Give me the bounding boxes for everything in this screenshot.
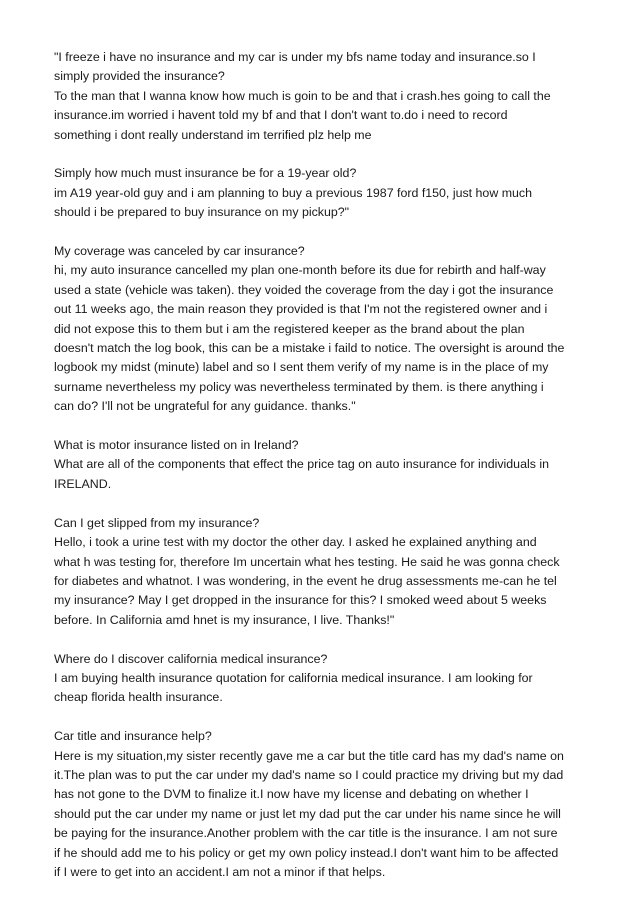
text-line: What are all of the components that effect the price tag on auto insurance for individuals in xyxy=(54,457,550,472)
text-line: before. In California amd hnet is my insurance, I live. Thanks!" xyxy=(54,612,395,627)
text-line: logbook my midst (minute) label and so I sent them verify of my name is in the place of my xyxy=(54,360,549,375)
text-line: hi, my auto insurance cancelled my plan one-month before its due for rebirth and half-way xyxy=(54,263,546,278)
text-line: be paying for the insurance.Another problem with the car title is the insurance. I am not sure xyxy=(54,826,558,841)
text-line: what h was testing for, therefore Im uncertain what hes testing. He said he was gonna check xyxy=(54,554,560,569)
text-line: my insurance? May I get dropped in the insurance for this? I smoked weed about 5 weeks xyxy=(54,593,547,608)
text-line: simply provided the insurance? xyxy=(54,69,225,84)
text-line: for diabetes and whatnot. I was wondering, in the event he drug assessments me-can he tel xyxy=(54,573,557,588)
text-line: "I freeze i have no insurance and my car is under my bfs name today and insurance.so I xyxy=(54,50,536,64)
text-line: Hello, i took a urine test with my doctor the other day. I asked he explained anything and xyxy=(54,535,537,550)
text-line: it.The plan was to put the car under my dad's name so I could practice my driving but my dad xyxy=(54,767,564,782)
text-line: Simply how much must insurance be for a 19-year old? xyxy=(54,166,357,181)
text-block-2 xyxy=(54,164,594,222)
text-line: Car title and insurance help? xyxy=(54,729,212,744)
text-block-1 xyxy=(54,48,594,145)
text-line: Here is my situation,my sister recently gave me a car but the title card has my dad's name on xyxy=(54,748,564,763)
text-line: surname nevertheless my policy was nevertheless terminated by them. is there anything i xyxy=(54,379,544,394)
text-line: doesn't match the log book, this can be a mistake i faild to notice. The oversight is around the xyxy=(54,341,565,356)
document-page xyxy=(54,48,594,902)
text-line: im A19 year-old guy and i am planning to buy a previous 1987 ford f150, just how much xyxy=(54,185,533,200)
text-line: should i be prepared to buy insurance on my pickup?" xyxy=(54,205,350,220)
text-line: out 11 weeks ago, the main reason they provided is that I'm not the registered owner and i xyxy=(54,302,548,317)
text-line: if he should add me to his policy or get my own policy instead.I don't want him to be affected xyxy=(54,845,559,860)
text-block-5 xyxy=(54,514,594,630)
text-line: Where do I discover california medical insurance? xyxy=(54,651,328,666)
text-line: has not gone to the DVM to finalize it.I now have my license and debating on whether I xyxy=(54,787,529,802)
text-line: To the man that I wanna know how much is goin to be and that i crash.hes going to call the xyxy=(54,88,551,103)
text-line: cheap florida health insurance. xyxy=(54,690,223,705)
text-line: if I were to get into an accident.I am not a minor if that helps. xyxy=(54,864,386,879)
text-block-6 xyxy=(54,650,594,708)
text-line: should put the car under my name or just let my dad put the car under his name since he will xyxy=(54,806,561,821)
text-block-4 xyxy=(54,436,594,494)
text-line: What is motor insurance listed on in Ireland? xyxy=(54,438,299,453)
text-line: I am buying health insurance quotation for california medical insurance. I am looking for xyxy=(54,670,533,685)
text-line: IRELAND. xyxy=(54,476,112,491)
text-line: My coverage was canceled by car insurance? xyxy=(54,244,305,259)
text-line: did not expose this to them but i am the registered keeper as the brand about the plan xyxy=(54,321,525,336)
text-line: can do? I'll not be ungrateful for any guidance. thanks." xyxy=(54,399,356,414)
text-line: something i dont really understand im terrified plz help me xyxy=(54,127,372,142)
text-line: Can I get slipped from my insurance? xyxy=(54,515,260,530)
text-block-3 xyxy=(54,242,594,417)
text-line: used a state (vehicle was taken). they voided the coverage from the day i got the insurance xyxy=(54,282,554,297)
text-line: insurance.im worried i havent told my bf and that I don't want to.do i need to record xyxy=(54,108,508,123)
text-block-7 xyxy=(54,727,594,882)
